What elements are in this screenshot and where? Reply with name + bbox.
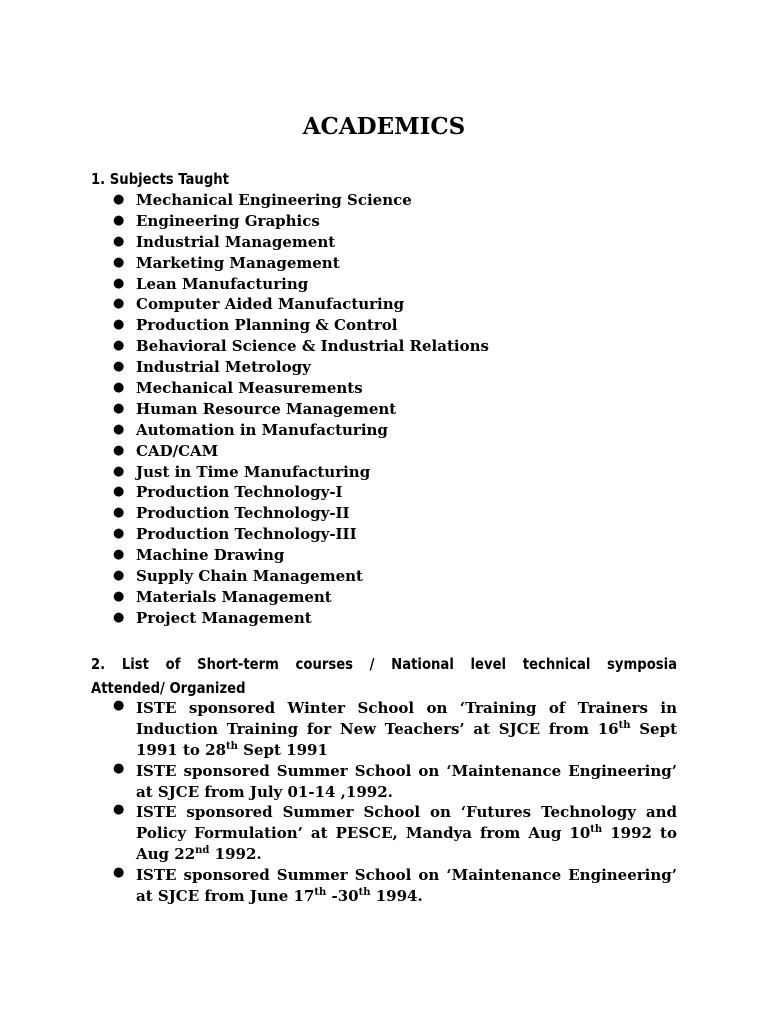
- bullet-icon: ●: [113, 802, 125, 818]
- bullet-icon: ●: [113, 317, 125, 333]
- bullet-icon: ●: [113, 547, 125, 563]
- bullet-icon: ●: [113, 588, 125, 604]
- bullet-icon: ●: [113, 505, 125, 521]
- bullet-icon: ●: [113, 484, 125, 500]
- bullet-icon: ●: [113, 865, 125, 881]
- bullet-icon: ●: [113, 760, 125, 776]
- item-line: Policy Formulation’ at PESCE, Mandya from Aug 10th 1992 to: [136, 824, 677, 843]
- bullet-icon: ●: [113, 192, 125, 207]
- bullet-icon: ●: [113, 212, 125, 228]
- item-line: 1991 to 28th Sept 1991: [136, 740, 328, 759]
- bullet-icon: ●: [113, 254, 125, 270]
- bullet-icon: ●: [113, 380, 125, 396]
- bullet-icon: ●: [113, 359, 125, 375]
- bullet-icon: ●: [113, 568, 125, 584]
- bullet-icon: ●: [113, 442, 125, 458]
- item-line: Induction Training for New Teachers’ at SJCE from 16th Sept: [136, 719, 677, 738]
- item-line: at SJCE from July 01-14 ,1992.: [136, 782, 393, 801]
- bullet-icon: ●: [113, 609, 125, 625]
- bullet-icon: ●: [113, 526, 125, 542]
- list-item: [0, 802, 768, 865]
- list-item: [0, 698, 768, 761]
- courses-list: [0, 698, 768, 907]
- item-line: ISTE sponsored Winter School on ‘Training of Trainers in: [136, 699, 677, 717]
- item-line: at SJCE from June 17th -30th 1994.: [136, 887, 423, 906]
- item-line: ISTE sponsored Summer School on ‘Futures Technology and: [136, 803, 677, 822]
- bullet-icon: ●: [113, 463, 125, 479]
- list-item: [0, 865, 768, 907]
- bullet-icon: ●: [113, 421, 125, 437]
- bullet-icon: ●: [113, 400, 125, 416]
- bullet-icon: ●: [113, 698, 125, 713]
- bullet-icon: ●: [113, 296, 125, 312]
- document-page: ACADEMICS 1. Subjects Taught ● Mechanical Engineering Science ● Engineering Graphics ● Industrial Management ● Marketing Management ● Lean Manufacturing ● Computer Aided Manufacturing ● Production Planning & Control ● Behavioral Science & Industrial Relations ● Industrial Metrology ● Mechanical Measurements ● Human Resource Management ● Automation in Manufacturing ● CAD/CAM ● Just in Time Manufacturing ● Production Technology-I ● Production Technology-II ● Production Technology-III ● Machine Drawing ● Supply Chain Management ● Materials Management ● Project Management 2. List of Short-term courses / National level technical symposia Attended/ Organized ● ISTE sponsored Winter School on ‘Training of Trainers in Induction Training for New Teachers’ at SJCE from 16th Sept 1991 to 28th Sept 1991 ● ISTE sponsored Summer School on ‘Maintenance Engineering’ at SJCE from July 01-14 ,1992. ● ISTE sponsored Summer School on ‘Futures Technology and Policy Formulation’ at PESCE, Mandya from Aug 10th 1992 to Aug 22nd 1992. ● ISTE sponsored Summer School on ‘Maintenance Engineering’ at SJCE from June 17th -30th 1994.: [0, 0, 768, 1024]
- section-heading-courses: 2. List of Short-term courses / National level technical symposia: [91, 655, 678, 673]
- list-item: [0, 761, 768, 803]
- bullet-icon: ●: [113, 275, 125, 291]
- section-heading-courses-continued: Attended/ Organized: [91, 679, 246, 697]
- item-line: ISTE sponsored Summer School on ‘Maintenance Engineering’: [136, 761, 677, 780]
- item-line: ISTE sponsored Summer School on ‘Maintenance Engineering’: [136, 866, 677, 885]
- item-line: Aug 22nd 1992.: [136, 845, 262, 864]
- section-heading-subjects: 1. Subjects Taught: [91, 170, 229, 188]
- bullet-icon: ●: [113, 338, 125, 354]
- page-title: ACADEMICS: [302, 113, 466, 140]
- bullet-icon: ●: [113, 233, 125, 249]
